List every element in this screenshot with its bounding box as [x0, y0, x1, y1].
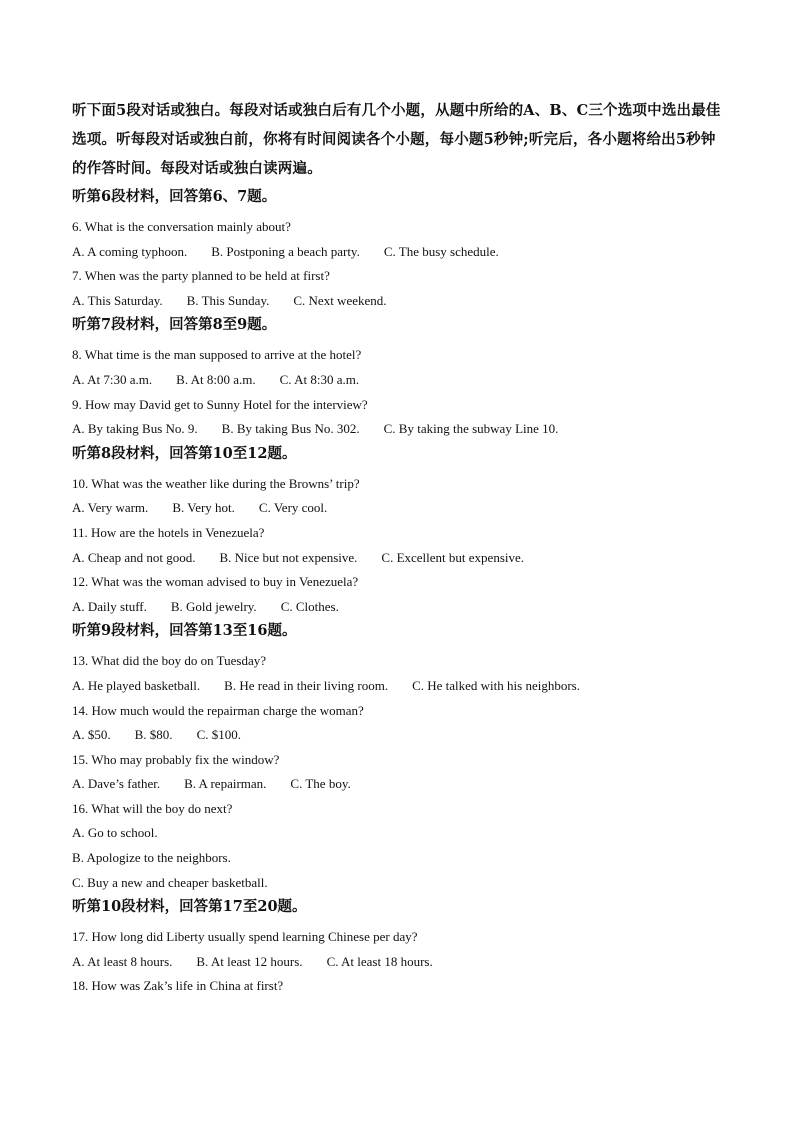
option-c: C. The boy.: [290, 776, 351, 792]
option-a: A. A coming typhoon.: [72, 243, 188, 259]
question-6: 6. What is the conversation mainly about?: [72, 219, 291, 234]
options-row: [72, 546, 722, 571]
option-b: B. Very hot.: [172, 500, 235, 516]
question-17: 17. How long did Liberty usually spend learning Chinese per day?: [72, 929, 418, 945]
section-10: [72, 895, 722, 999]
options-row: [72, 723, 722, 748]
options-row: [72, 496, 722, 521]
question-9: 9. How may David get to Sunny Hotel for the interview?: [72, 396, 368, 412]
option-c: C. Very cool.: [258, 500, 328, 516]
option-b: B. A repairman.: [184, 776, 267, 792]
section-title: 听第9段材料，回答第13至16题。: [72, 622, 297, 640]
option-c: C. Excellent but expensive.: [381, 549, 525, 565]
option-c: C. He talked with his neighbors.: [412, 677, 580, 693]
option-c: C. Next weekend.: [293, 292, 387, 308]
option-a: A. He played basketball.: [72, 677, 201, 693]
section-title: 听第8段材料，回答第10至12题。: [72, 444, 297, 462]
section-title: 听第7段材料，回答第8至9题。: [72, 316, 277, 334]
section-6: [72, 185, 722, 313]
option-c: C. Clothes.: [280, 598, 339, 614]
option-c: C. By taking the subway Line 10.: [383, 421, 559, 437]
options-row: [72, 417, 722, 442]
option-a: A. Go to school.: [72, 825, 158, 841]
options-row: [72, 368, 722, 393]
option-c: C. At least 18 hours.: [326, 953, 433, 969]
option-c: C. At 8:30 a.m.: [279, 371, 360, 387]
question-7: 7. When was the party planned to be held at first?: [72, 268, 330, 284]
question-8: 8. What time is the man supposed to arrive at the hotel?: [72, 347, 362, 363]
question-16: 16. What will the boy do next?: [72, 800, 233, 816]
option-a: A. At 7:30 a.m.: [72, 371, 153, 387]
option-b: B. $80.: [134, 727, 173, 743]
option-b: B. This Sunday.: [186, 292, 270, 308]
section-title: 听第6段材料，回答第6、7题。: [72, 188, 277, 205]
options-row: [72, 289, 722, 314]
options-row: [72, 674, 722, 699]
options-row: [72, 772, 722, 797]
option-b: B. Postponing a beach party.: [211, 243, 360, 259]
option-c: C. The busy schedule.: [383, 243, 499, 259]
option-b: B. Gold jewelry.: [170, 598, 257, 614]
option-a: A. Daily stuff.: [72, 598, 147, 614]
option-c: C. Buy a new and cheaper basketball.: [72, 874, 268, 890]
options-row: [72, 950, 722, 975]
option-b: B. By taking Bus No. 302.: [221, 421, 360, 437]
option-b: B. Nice but not expensive.: [219, 549, 358, 565]
option-a: A. Dave’s father.: [72, 776, 161, 792]
document-page: [72, 96, 722, 999]
section-8: [72, 442, 722, 620]
option-a: A. By taking Bus No. 9.: [72, 421, 198, 437]
instructions-paragraph: 听下面5段对话或独白。每段对话或独白后有几个小题，从题中所给的A、B、C三个选项中选出最佳选项。听每段对话或独白前，你将有时间阅读各个小题，每小题5秒钟;听完后，各小题将给出5秒钟的作答时间。每段对话或独白读两遍。: [72, 102, 721, 177]
section-7: [72, 313, 722, 441]
option-a: A. At least 8 hours.: [72, 953, 173, 969]
question-13: 13. What did the boy do on Tuesday?: [72, 653, 267, 669]
question-18: 18. How was Zak’s life in China at first?: [72, 978, 284, 994]
option-a: A. Very warm.: [72, 500, 149, 516]
option-c: C. $100.: [196, 727, 241, 743]
question-10: 10. What was the weather like during the Browns’ trip?: [72, 475, 360, 491]
options-row: [72, 595, 722, 620]
option-b: B. At 8:00 a.m.: [176, 371, 256, 387]
option-a: A. $50.: [72, 727, 111, 743]
options-row: [72, 240, 722, 265]
question-12: 12. What was the woman advised to buy in Venezuela?: [72, 574, 359, 590]
option-b: B. At least 12 hours.: [196, 953, 303, 969]
section-9: [72, 619, 722, 895]
question-15: 15. Who may probably fix the window?: [72, 751, 280, 767]
option-b: B. Apologize to the neighbors.: [72, 850, 231, 866]
option-b: B. He read in their living room.: [224, 677, 389, 693]
option-a: A. Cheap and not good.: [72, 549, 196, 565]
question-11: 11. How are the hotels in Venezuela?: [72, 524, 265, 540]
question-14: 14. How much would the repairman charge the woman?: [72, 702, 364, 718]
section-title: 听第10段材料，回答第17至20题。: [72, 898, 307, 916]
option-a: A. This Saturday.: [72, 292, 163, 308]
